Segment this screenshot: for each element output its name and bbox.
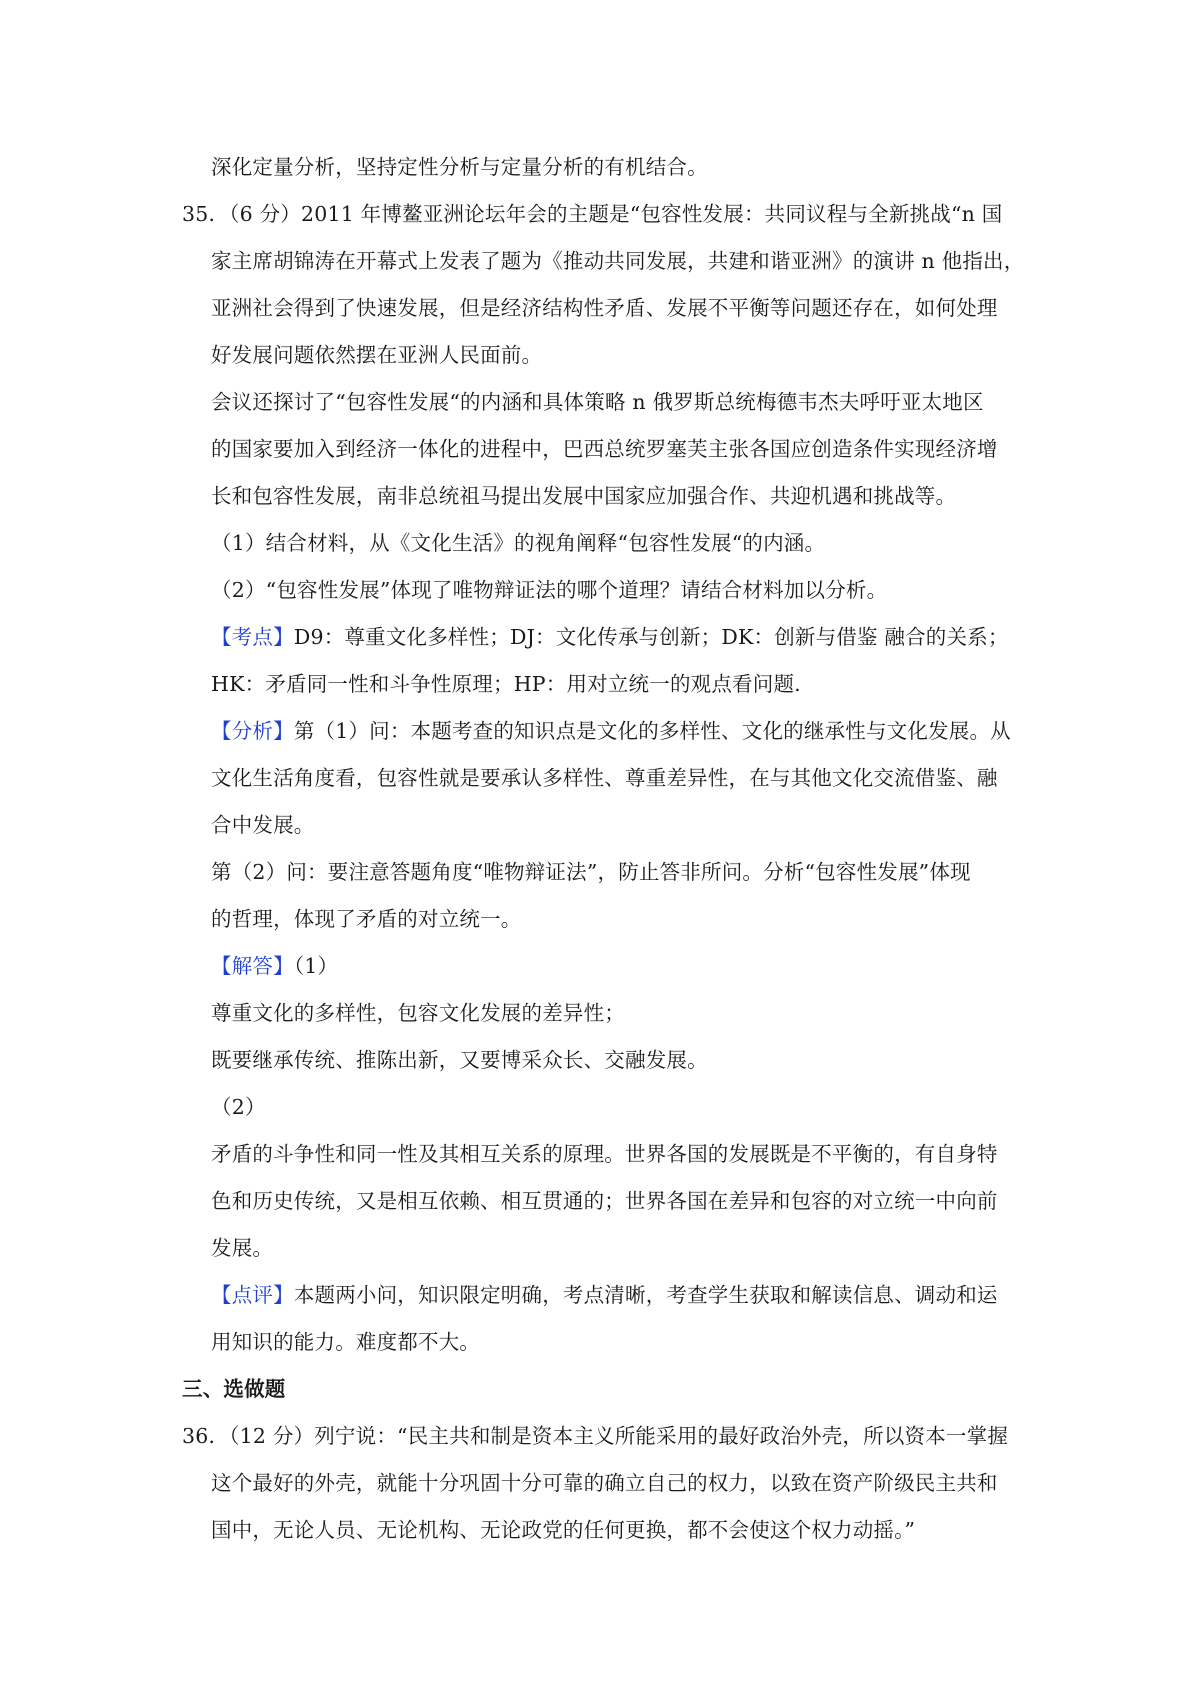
text-line: 会议还探讨了“包容性发展“的内涵和具体策略 n 俄罗斯总统梅德韦杰夫呼吁亚太地区 (211, 390, 984, 414)
question-36-stem: 36．（12 分）列宁说：“民主共和制是资本主义所能采用的最好政治外壳，所以资本一掌握 (182, 1424, 1009, 1448)
text-line: 亚洲社会得到了快速发展，但是经济结构性矛盾、发展不平衡等问题还存在，如何处理 (211, 296, 998, 320)
kaodian-tag: 【考点】 (211, 625, 294, 649)
text-line: （2） (211, 1095, 266, 1119)
jieda-line: 【解答】（1） (211, 954, 339, 978)
question-35-stem: 35．（6 分）2011 年博鳌亚洲论坛年会的主题是“包容性发展：共同议程与全新挑战“n 国 (182, 202, 1003, 226)
text-line: 色和历史传统，又是相互依赖、相互贯通的；世界各国在差异和包容的对立统一中向前 (211, 1189, 998, 1213)
text-line: 家主席胡锦涛在开幕式上发表了题为《推动共同发展，共建和谐亚洲》的演讲 n 他指出， (211, 249, 1025, 273)
text-line: 的国家要加入到经济一体化的进程中，巴西总统罗塞芙主张各国应创造条件实现经济增 (211, 437, 998, 461)
text-line: 发展。 (211, 1236, 274, 1260)
text-line: 既要继承传统、推陈出新，又要博采众长、交融发展。 (211, 1048, 708, 1072)
dianping-line: 【点评】本题两小问，知识限定明确，考点清晰，考查学生获取和解读信息、调动和运 (211, 1283, 998, 1307)
text-line: 矛盾的斗争性和同一性及其相互关系的原理。世界各国的发展既是不平衡的，有自身特 (211, 1142, 998, 1166)
dianping-tag: 【点评】 (211, 1283, 294, 1307)
text-line: 文化生活角度看，包容性就是要承认多样性、尊重差异性，在与其他文化交流借鉴、融 (211, 766, 998, 790)
text-line: 这个最好的外壳，就能十分巩固十分可靠的确立自己的权力，以致在资产阶级民主共和 (211, 1471, 998, 1495)
text-line: 深化定量分析，坚持定性分析与定量分析的有机结合。 (211, 155, 708, 179)
text-line: 合中发展。 (211, 813, 315, 837)
sub-question-1: （1）结合材料，从《文化生活》的视角阐释“包容性发展“的内涵。 (211, 531, 826, 555)
kaodian-line: 【考点】D9：尊重文化多样性；DJ：文化传承与创新；DK：创新与借鉴 融合的关系； (211, 625, 1009, 649)
section-heading: 三、选做题 (182, 1377, 286, 1401)
text-line: HK：矛盾同一性和斗争性原理；HP：用对立统一的观点看问题. (211, 672, 801, 696)
text-line: 尊重文化的多样性，包容文化发展的差异性； (211, 1001, 625, 1025)
text-line: 的哲理，体现了矛盾的对立统一。 (211, 907, 522, 931)
text-line: 好发展问题依然摆在亚洲人民面前。 (211, 343, 543, 367)
text-line: 长和包容性发展，南非总统祖马提出发展中国家应加强合作、共迎机遇和挑战等。 (211, 484, 957, 508)
text-line: 第（2）问：要注意答题角度“唯物辩证法”，防止答非所问。分析“包容性发展”体现 (211, 860, 971, 884)
text-line: 用知识的能力。难度都不大。 (211, 1330, 481, 1354)
sub-question-2: （2）“包容性发展”体现了唯物辩证法的哪个道理？请结合材料加以分析。 (211, 578, 888, 602)
text-line: 国中，无论人员、无论机构、无论政党的任何更换，都不会使这个权力动摇。” (211, 1518, 916, 1542)
jieda-tag: 【解答】 (211, 954, 294, 978)
fenxi-tag: 【分析】 (211, 719, 294, 743)
fenxi-line: 【分析】第（1）问：本题考查的知识点是文化的多样性、文化的继承性与文化发展。从 (211, 719, 1011, 743)
